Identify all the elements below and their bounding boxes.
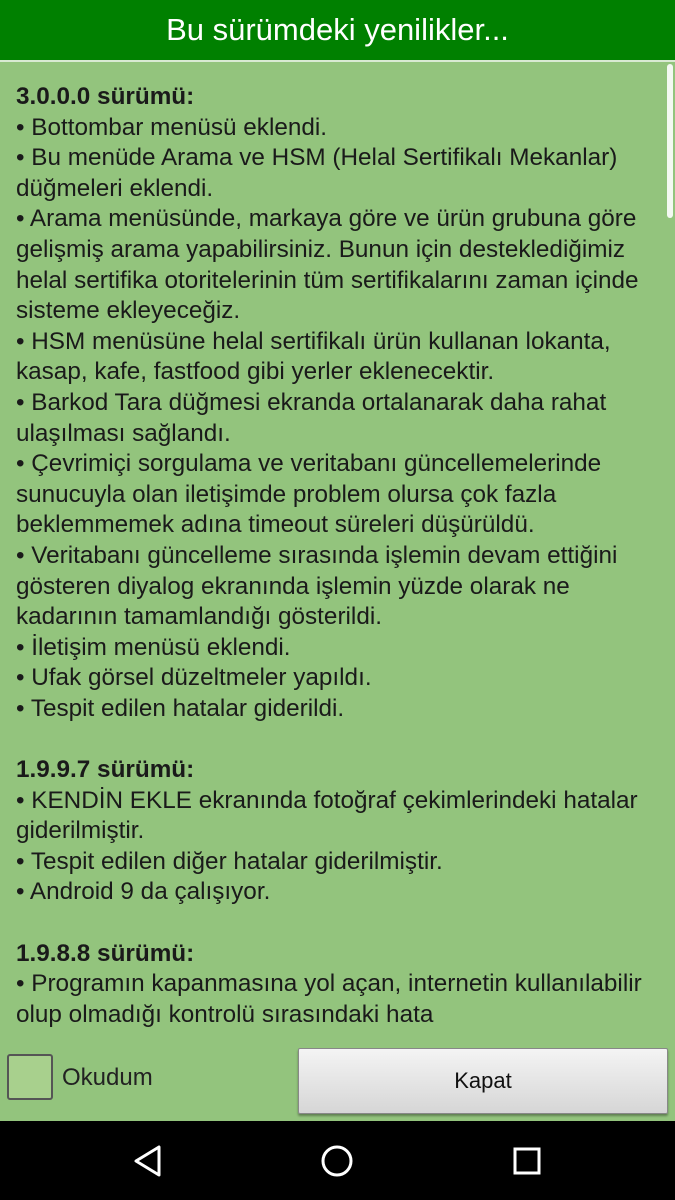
changelog-item: • Veritabanı güncelleme sırasında işlemin devam ettiğini gösteren diyalog ekranında işlemin yüzde olarak ne kadarının tamamlandığı gösterildi. — [16, 541, 618, 631]
home-circle-icon — [320, 1144, 354, 1178]
read-checkbox-label[interactable]: Okudum — [62, 1064, 153, 1091]
changelog-item: • Programın kapanmasına yol açan, internetin kullanılabilir olup olmadığı kontrolü sırasındaki hata — [16, 970, 642, 1028]
version-heading: 1.9.9.7 sürümü: — [16, 756, 195, 784]
version-heading: 1.9.8.8 sürümü: — [16, 939, 195, 967]
close-button-label: Kapat — [454, 1068, 512, 1093]
changelog-section-1988 — [16, 939, 659, 1031]
version-heading: 3.0.0.0 sürümü: — [16, 83, 195, 110]
system-navigation-bar — [0, 1121, 675, 1200]
changelog-item: • Tespit edilen diğer hatalar giderilmiştir. — [16, 847, 443, 875]
back-triangle-icon — [133, 1144, 163, 1178]
nav-recents-button[interactable] — [487, 1121, 567, 1200]
dialog-footer — [0, 1040, 675, 1120]
close-button[interactable] — [298, 1048, 668, 1114]
changelog-item: • Android 9 da çalışıyor. — [16, 878, 271, 906]
changelog-section-3000 — [16, 82, 659, 724]
changelog-item: • Bottombar menüsü eklendi. — [16, 113, 328, 141]
changelog-item: • İletişim menüsü eklendi. — [16, 633, 291, 661]
changelog-item: • Çevrimiçi sorgulama ve veritabanı güncellemelerinde sunucuyla olan iletişimde problem olursa çok fazla beklemmemek adına timeout süreleri düşürüldü. — [16, 450, 602, 539]
dialog-title-bar — [0, 0, 675, 60]
changelog-section-1997 — [16, 755, 659, 908]
changelog-item: • Bu menüde Arama ve HSM (Helal Sertifikalı Mekanlar) düğmeleri eklendi. — [16, 144, 618, 202]
changelog-scroll-area[interactable] — [0, 62, 675, 1032]
changelog-item: • Arama menüsünde, markaya göre ve ürün grubuna göre gelişmiş arama yapabilirsiniz. Bunun için desteklediğimiz helal sertifika otoritelerinin tüm sertifikalarını zaman içinde sisteme ekleyeceğiz. — [16, 205, 639, 325]
dialog-title: Bu sürümdeki yenilikler... — [166, 12, 509, 47]
changelog-item: • Ufak görsel düzeltmeler yapıldı. — [16, 664, 372, 692]
changelog-item: • Tespit edilen hatalar giderildi. — [16, 694, 345, 722]
nav-home-button[interactable] — [297, 1121, 377, 1200]
changelog-item: • Barkod Tara düğmesi ekranda ortalanarak daha rahat ulaşılması sağlandı. — [16, 388, 607, 447]
changelog-item: • HSM menüsüne helal sertifikalı ürün kullanan lokanta, kasap, kafe, fastfood gibi yerler eklenecektir. — [16, 327, 611, 386]
read-checkbox[interactable] — [7, 1054, 53, 1100]
recents-square-icon — [512, 1146, 542, 1176]
nav-back-button[interactable] — [108, 1121, 188, 1200]
changelog-content — [0, 62, 675, 1030]
changelog-item: • KENDİN EKLE ekranında fotoğraf çekimlerindeki hatalar giderilmiştir. — [16, 786, 638, 845]
scrollbar-thumb[interactable] — [667, 64, 673, 218]
